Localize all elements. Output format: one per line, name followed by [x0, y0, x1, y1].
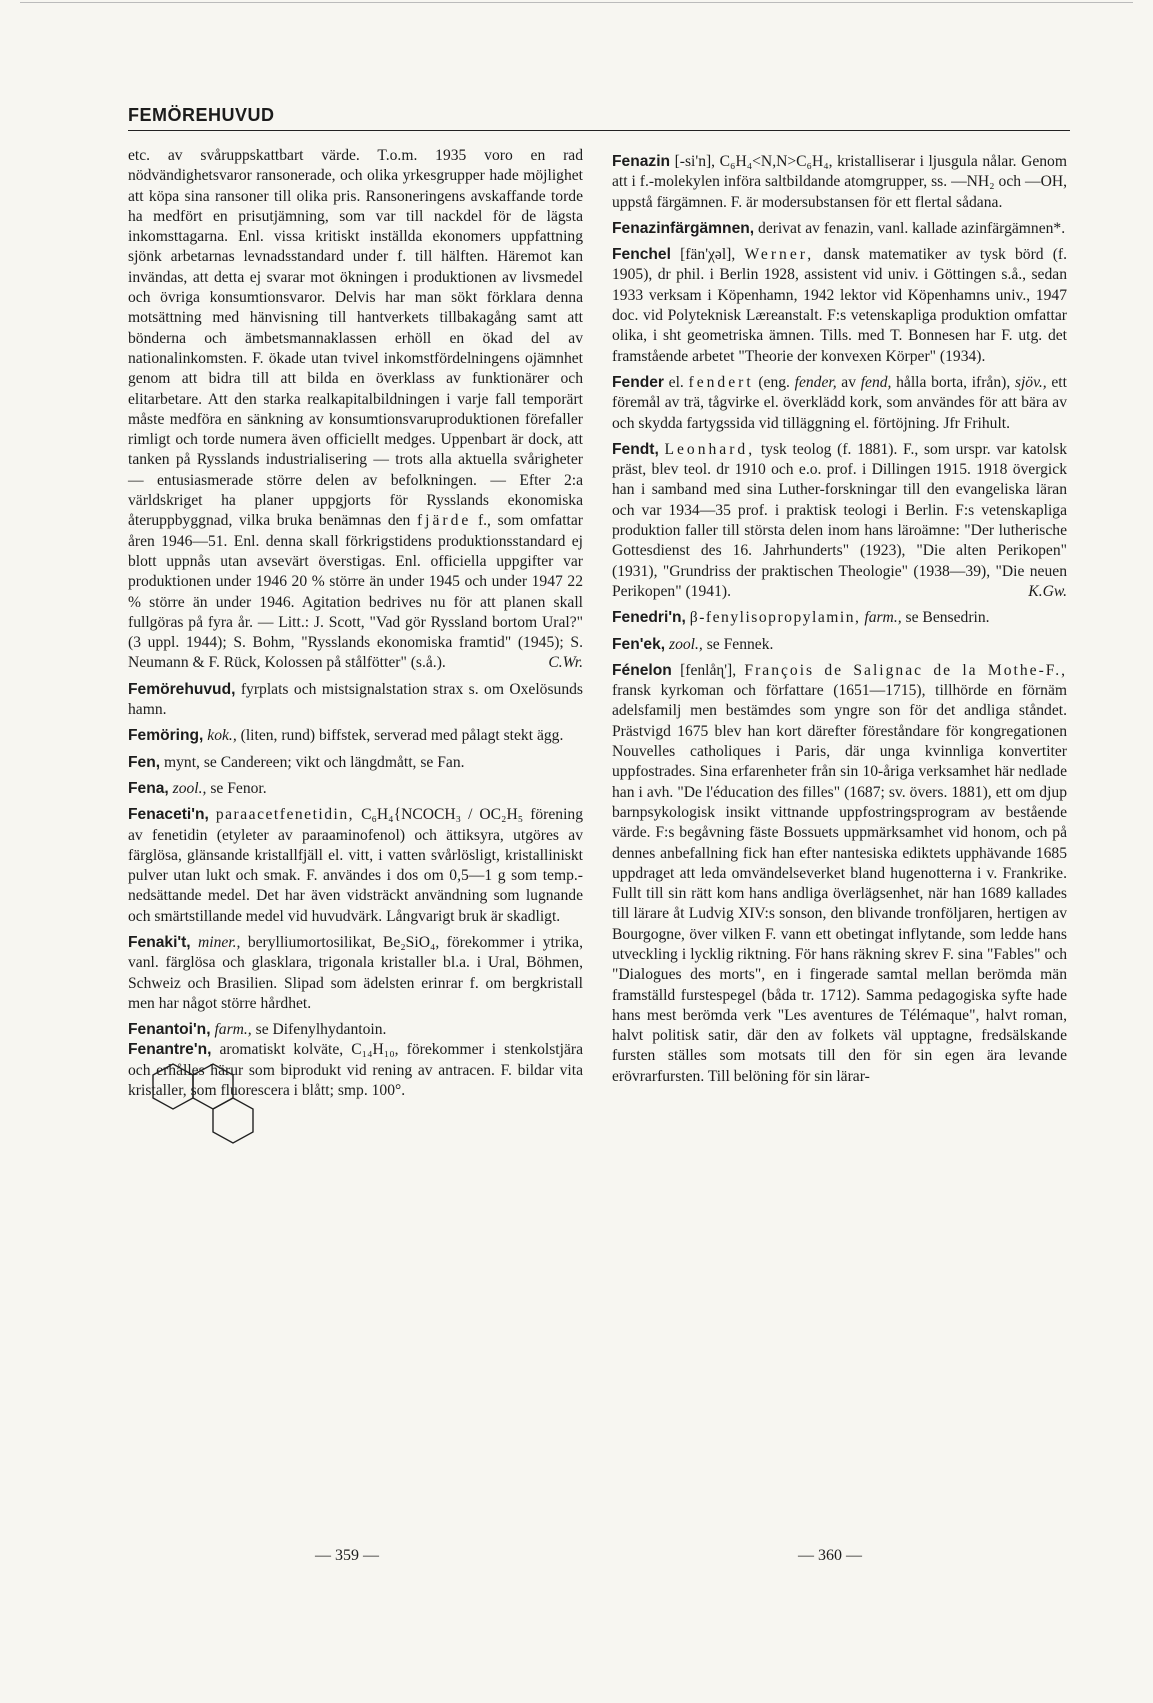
author-signature: C.Wr.	[548, 654, 583, 672]
headword: Fenaki't,	[128, 933, 191, 951]
right-column	[612, 152, 1067, 1087]
entry-fenek: Fen'ek, zool., se Fennek.	[612, 635, 774, 653]
headword: Fena,	[128, 779, 169, 797]
phenanthrene-structure	[128, 1060, 258, 1180]
entry-fenantren: Fenantre'n, aromatiskt kolväte, C₁₄H₁₀, förekommer i stenkolstjära och erhålles härur som biprodukt vid rening av antracen. F. bildar vita kristaller, som fluorescera i blått; smp. 100°.	[128, 1040, 583, 1190]
headword: Fenedri'n,	[612, 609, 686, 627]
entry-fenazinfargamnen: Fenazinfärgämnen, derivat av fenazin, vanl. kallade azinfärgämnen*.	[612, 219, 1066, 237]
entry-fender: Fender el. fendert (eng. fender, av fend, hålla borta, ifrån), sjöv., ett föremål av trä, tågvirke el. överklädd kork, som användes för att bära av och skydda fartygssida vid tilläggning el. förtöjning. Jfr Frihult.	[612, 373, 1067, 432]
headword: Fender	[612, 373, 664, 391]
headword: Fenantoi'n,	[128, 1021, 211, 1039]
page-number-right: — 360 —	[798, 1547, 862, 1564]
headword: Fenchel	[612, 246, 671, 264]
running-header: FEMÖREHUVUD	[128, 105, 275, 125]
chemical-formula: C₆H₄{NCOCH₃ / OC₂H₅	[361, 806, 524, 824]
entry-fenacetin: Fenaceti'n, paraacetfenetidin, C₆H₄{NCOCH₃ / OC₂H₅ förening av fenetidin (etyleter av paraaminofenol) och ättiksyra, utgöres av färglösa, glänsande kristallfjäll el. vitt, i vatten svårlösligt, kristalliniskt pulver utan lukt och smak. F. användes i dos om 0,5—1 g som temp.-nedsättande medel. Det har även vidsträckt användning som lugnande och smärtstillande medel vid huvudvärk. Långvarigt bruk är skadligt.	[128, 806, 584, 925]
entry-femoring: Femöring, kok., (liten, rund) biffstek, serverad med pålagt stekt ägg.	[128, 727, 564, 745]
entry-femorehuvud: Femörehuvud, fyrplats och mistsignalstation strax s. om Oxelösunds hamn.	[128, 680, 583, 719]
entry-fenantoin: Fenantoi'n, farm., se Difenylhydantoin.	[128, 1021, 387, 1039]
headword: Femöring,	[128, 727, 204, 745]
headword: Femörehuvud,	[128, 680, 236, 698]
page-number-left: — 359 —	[315, 1547, 379, 1564]
headword: Fenantre'n,	[128, 1041, 212, 1059]
headword: Fen'ek,	[612, 635, 666, 653]
entry-fenazin: Fenazin [-si'n], C₆H₄<N,N>C₆H₄, kristalliserar i ljusgula nålar. Genom att i f.-molekylen införa saltbildande atomgrupper, ss. —NH₂ och —OH, uppstå färgämnen. F. är modersubstansen för ett flertal sådana.	[612, 153, 1067, 211]
header-rule	[128, 130, 1070, 131]
entry-fenedrin: Fenedri'n, β-fenylisopropylamin, farm., se Bensedrin.	[612, 609, 990, 627]
headword: Fendt,	[612, 440, 659, 458]
top-rule	[20, 2, 1133, 3]
entry-fen: Fen, mynt, se Candereen; vikt och längdmått, se Fan.	[128, 753, 465, 771]
headword: Fen,	[128, 753, 161, 771]
headword: Fenazin	[612, 153, 671, 170]
entry-fenelon: Fénelon [fenlåɳ'], François de Salignac de la Mothe-F., fransk kyrkoman och författare (1651—1715), tillhörde en förnäm adelsfamilj men bestämdes som yngre son för det andliga ståndet. Prästvigd 1675 blev han kort därefter föreståndare för kongregationen Nouvelles catholiques i Paris, där unga kvinnliga konvertiter uppfostrades. Sina erfarenheter från sin 10-åriga verksamhet här nedlade han i avh. "De l'éducation des filles" (1687; sv. övers. 1881), ett om djup barnpsykologisk insikt vittnande uppfostringsprogram av bestående värde. F:s begåvning fäste Bossuets uppmärksamhet vid honom, och på dennes anbefallning fick han efter nantesiska ediktets upphävande 1685 uppdraget att leda omvändelseverket bland hugenotterna i v. Frankrike. Fullt till sin rätt kom hans andliga överlägsenhet, när han 1689 kallades till lärare åt Ludvig XIV:s sonson, den blivande tronföljaren, hertigen av Bourgogne, över vilken F. vann ett obetingat inflytande, som ledde hans utveckling i lycklig riktning. För hans räkning skrev F. sina "Fables" och "Dialogues des morts", en i fingerade samtal mellan berömda män framställd furstespegel (båda tr. 1712). Samma pedagogiska syfte hade hans mest berömda verk "Les aventures de Télémaque", halvt roman, halvt politisk satir, där den av folkets väl upptagne, fredsälskande fursten ställes som motsats till den för sin egen ära levande erövrarfursten. Till belöning för sin lärar-	[612, 661, 1067, 1085]
entry-fendt: Fendt, Leonhard, tysk teolog (f. 1881). F., som urspr. var katolsk präst, blev teol. dr 1910 och e.o. prof. i Dillingen 1915. 1918 övergick han i samband med sina Luther-forskningar till den evangeliska läran och var 1934—35 prof. i praktisk teologi i Berlin. F:s vetenskapliga produktion faller till största delen inom hans läroämne: "Der lutherische Gottesdienst des 16. Jahrhunderts" (1923), "Die alten Perikopen" (1931), "Grundriss der praktischen Theologie" (1938—39), "Die neuen Perikopen" (1941). K.Gw.	[612, 440, 1067, 602]
entry-fena: Fena, zool., se Fenor.	[128, 779, 267, 797]
headword: Fénelon	[612, 661, 672, 679]
left-column	[128, 146, 583, 1190]
entry-continuation: etc. av svåruppskattbart värde. T.o.m. 1935 voro en rad nödvändighetsvaror ransonerade, och olika yrkesgrupper hade möjlighet att köpa sina ransoner till olika pris. Ransoneringens avskaffande torde ha medfört en prisutjämning, som var till nackdel för de lägsta inkomsttagarna. Enl. vissa kritiskt inställda ekonomers uppfattning sjönk arbetarnas levnadsstandard under f. till hälften. Häremot kan invändas, att detta ej svarar mot ökningen i produktionen av livsmedel och övriga konsumtionsvaror. Delvis har man sökt förklara denna motsättning med hänvisning till hantverkets tillbakagång samt att bönderna och ämbetsmannaklassen erhöll en ökad del av nationalinkomsten. F. ökade utan tvivel inkomstfördelningens ojämnhet genom att bidra till att bilda en överklass av funktionärer och elitarbetare. Att den starka realkapitalbildningen i varje fall temporärt måste medföra en sänkning av konsumtionsvaruproduktionen förefaller rimligt och torde numera även officiellt medges. Uppenbart är dock, att tanken på Rysslands industrialisering — trots alla aktuella svårigheter — entusiasmerade större delen av befolkningen. — Efter 2:a världskriget ha planer uppgjorts för Rysslands ekonomiska återuppbyggnad, vilka bruka benämnas den fjärde f., som omfattar åren 1946—51. Enl. denna skall förkrigstidens produktionsstandard ej blott uppnås utan avsevärt överstigas. Enl. officiella uppgifter var produktionen under 1946 20 % större än under 1945 och under 1947 22 % större än under 1946. Agitation bedrives nu för att planen skall fullgöras på fyra år. — Litt.: J. Scott, "Vad gör Ryssland bortom Ural?" (3 uppl. 1944); S. Bohm, "Rysslands ekonomiska framtid" (1945); S. Neumann & F. Rück, Kolossen på stålfötter" (s.å.). C.Wr.	[128, 146, 583, 674]
author-signature: K.Gw.	[1028, 582, 1067, 600]
headword: Fenaceti'n,	[128, 806, 209, 824]
entry-fenchel: Fenchel [fän'χəl], Werner, dansk matematiker av tysk börd (f. 1905), dr phil. i Berlin 1928, assistent vid univ. i Göttingen s.å., sedan 1933 verksam i Köpenhamn, 1942 lektor vid Köpenhamns univ., 1947 doc. vid Polyteknisk Læreanstalt. F:s vetenskapliga produktion omfattar olika, i sht geometriska ämnen. Tills. med T. Bonnesen har F. utg. det framstående arbetet "Theorie der konvexen Körper" (1934).	[612, 246, 1067, 365]
headword: Fenazinfärgämnen,	[612, 219, 755, 237]
entry-fenakit: Fenaki't, miner., berylliumortosilikat, Be₂SiO₄, förekommer i ytrika, vanl. färglösa och glasklara, trigonala kristaller bl.a. i Ural, Böhmen, Schweiz och Brasilien. Slipad som ädelsten erinrar f. om bergkristall men har något större hårdhet.	[128, 933, 583, 1012]
